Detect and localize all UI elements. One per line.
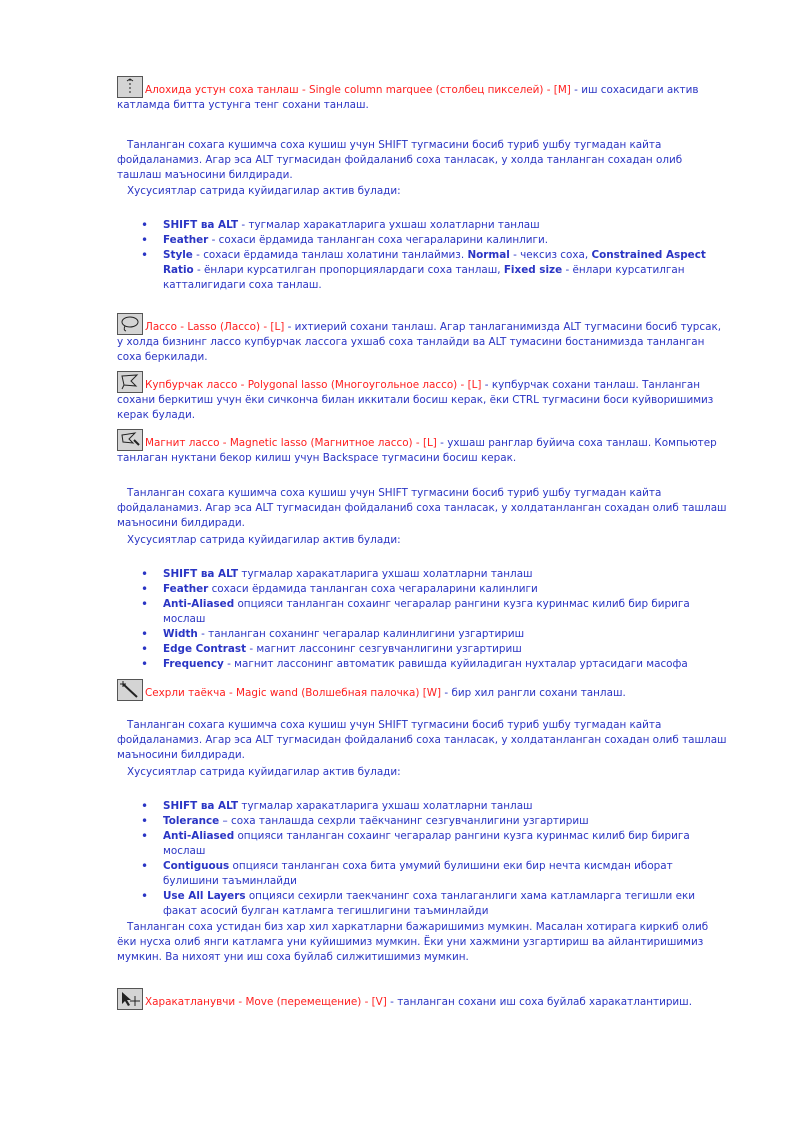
magnetic-lasso-icon (117, 429, 143, 451)
list-item: • Use All Layers опцияси сехирли таекчанинг соха танлаганлиги хама катламларга тегишли еки факат асосий булган катламга тегишлигини таъминлайди (163, 889, 729, 919)
tool-description: - купбурчак сохани танлаш. Танланган сохани беркитиш учун ёки сичконча билан иккитали босиш керак, ёки CTRL тугмасини боси куйворишимиз керак булади. (117, 379, 714, 421)
list-item: • Width - танланган соханинг чегаралар калинлигини узгартириш (163, 627, 729, 642)
section-single-column-marquee (117, 76, 729, 113)
section-lasso (117, 313, 729, 365)
section-polygonal-lasso (117, 371, 729, 423)
paragraph-text: Хусусиятлар сатрида куйидагилар актив булади: (127, 766, 401, 778)
list-item: • Frequency - магнит лассонинг автоматик равишда куйиладиган нухталар уртасидаги масофа (163, 657, 729, 672)
tool-title: Магнит лассо - Magnetic lasso (Магнитное лассо) - [L] (145, 437, 437, 449)
paragraph (117, 718, 729, 763)
tool-description: - танланган сохани иш соха буйлаб харакатлантириш. (386, 996, 692, 1008)
list-item: • Tolerance – соха танлашда сехрли таёкчанинг сезгувчанлигини узгартириш (163, 814, 729, 829)
polygonal-lasso-icon (117, 371, 143, 393)
tool-title: Лассо - Lasso (Лассо) - [L] (145, 321, 285, 333)
move-tool-icon (117, 988, 143, 1010)
properties-list (117, 218, 729, 293)
list-item: • Style - сохаси ёрдамида танлаш холатини танлаймиз. Normal - чексиз соха, Constrained Aspect Ratio - ёнлари курсатилган пропорциялардаги соха танлаш, Fixed size - ёнлари курсатилган катталигидаги соха танлаш. (163, 248, 729, 293)
paragraph (117, 765, 729, 780)
list-item: • Edge Contrast - магнит лассонинг сезгувчанлигини узгартириш (163, 642, 729, 657)
paragraph-text: Танланган сохага кушимча соха кушиш учун SHIFT тугмасини босиб туриб ушбу тугмадан кайта фойдаланамиз. Агар эса ALT тугмасидан фойдаланиб соха танласак, у холдатанланган сохадан олиб ташлаш маъносини билдиради. (117, 487, 727, 529)
tool-title: Алохида устун соха танлаш - Single column marquee (столбец пикселей) - [M] (145, 84, 571, 96)
tool-description: - ихтиерий сохани танлаш. Агар танлаганимизда ALT тугмасини босиб турсак, у холда бизнинг лассо купбурчак лассога ухшаб соха танлайди ва ALT тумасини бостанимизда танланган соха беркилади. (117, 321, 722, 363)
tool-title: Сехрли таёкча - Magic wand (Волшебная палочка) [W] (145, 687, 442, 699)
list-item: • SHIFT ва ALT тугмалар харакатларига ухшаш холатларни танлаш (163, 567, 729, 582)
section-magnetic-lasso (117, 429, 729, 466)
properties-list (117, 799, 729, 919)
properties-list (117, 567, 729, 672)
paragraph-text: Танланган соха устидан биз хар хил харкатларни бажаришимиз мумкин. Масалан хотирага киркиб олиб ёки нусха олиб янги катламга уни куйишимиз мумкин. Ёки уни хажмини узгартириш ва айлантиришимиз мумкин. Ва нихоят уни иш соха буйлаб силжитишимиз мумкин. (117, 921, 709, 963)
paragraph (117, 138, 729, 183)
list-item: • Anti-Aliased опцияси танланган сохаинг чегаралар рангини кузга куринмас килиб бир бирига мослаш (163, 597, 729, 627)
lasso-icon (117, 313, 143, 335)
paragraph-text: Танланган сохага кушимча соха кушиш учун SHIFT тугмасини босиб туриб ушбу тугмадан кайта фойдаланамиз. Агар эса ALT тугмасидан фойдаланиб соха танласак, у холдатанланган сохадан олиб ташлаш маъносини билдиради. (117, 719, 727, 761)
paragraph-text: Хусусиятлар сатрида куйидагилар актив булади: (127, 185, 401, 197)
tool-title: Харакатланувчи - Move (перемещение) - [V] (145, 996, 387, 1008)
paragraph-text: Танланган сохага кушимча соха кушиш учун SHIFT тугмасини босиб туриб ушбу тугмадан кайта фойдаланамиз. Агар эса ALT тугмасидан фойдаланиб соха танласак, у холда танланган сохадан олиб ташлаш маъносини билдиради. (117, 139, 683, 181)
paragraph (117, 920, 729, 965)
paragraph (117, 184, 729, 199)
section-magic-wand (117, 679, 729, 701)
list-item: • SHIFT ва ALT тугмалар харакатларига ухшаш холатларни танлаш (163, 799, 729, 814)
tool-description: - ухшаш ранглар буйича соха танлаш. Компьютер танлаган нуктани бекор килиш учун Backspace тугмасини босиш керак. (117, 437, 717, 464)
magic-wand-icon (117, 679, 143, 701)
list-item: • Feather - сохаси ёрдамида танланган соха чегараларини калинлиги. (163, 233, 729, 248)
list-item: • Anti-Aliased опцияси танланган сохаинг чегаралар рангини кузга куринмас килиб бир бирига мослаш (163, 829, 729, 859)
paragraph (117, 533, 729, 548)
paragraph (117, 486, 729, 531)
tool-description: - бир хил рангли сохани танлаш. (441, 687, 626, 699)
tool-description: - иш сохасидаги актив катламда битта устунга тенг сохани танлаш. (117, 84, 699, 111)
list-item: • SHIFT ва ALT - тугмалар харакатларига ухшаш холатларни танлаш (163, 218, 729, 233)
list-item: • Feather сохаси ёрдамида танланган соха чегараларини калинлиги (163, 582, 729, 597)
tool-title: Купбурчак лассо - Polygonal lasso (Многоугольное лассо) - [L] (145, 379, 482, 391)
paragraph-text: Хусусиятлар сатрида куйидагилар актив булади: (127, 534, 401, 546)
single-column-marquee-icon (117, 76, 143, 98)
section-move (117, 988, 729, 1010)
list-item: • Contiguous опцияси танланган соха бита умумий булишини еки бир нечта кисмдан иборат булишини таъминлайди (163, 859, 729, 889)
